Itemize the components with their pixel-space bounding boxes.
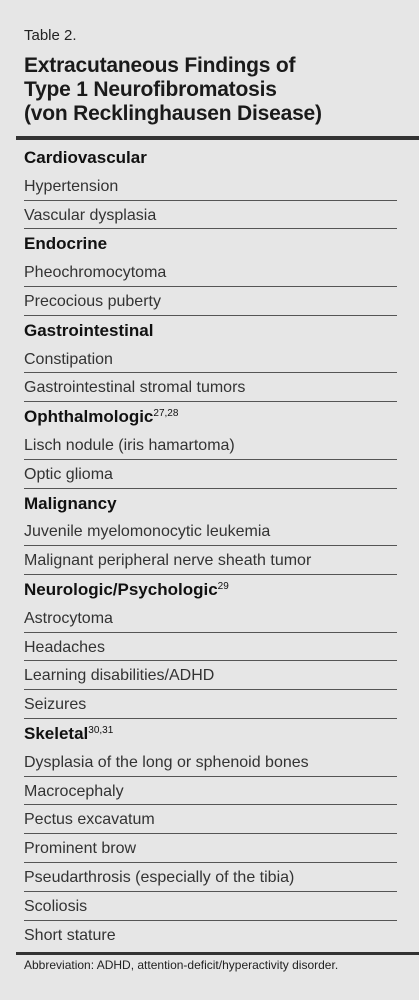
category-heading: Endocrine <box>24 234 108 254</box>
list-item: Scoliosis <box>24 892 397 921</box>
list-item: Pectus excavatum <box>24 805 397 834</box>
list-item: Prominent brow <box>24 834 397 863</box>
list-item: Malignant peripheral nerve sheath tumor <box>24 546 397 575</box>
list-item: Learning disabilities/ADHD <box>24 661 397 690</box>
list-item: Hypertension <box>24 172 397 201</box>
category-heading: Gastrointestinal <box>24 320 154 340</box>
list-item: Pseudarthrosis (especially of the tibia) <box>24 863 397 892</box>
list-item: Dysplasia of the long or sphenoid bones <box>24 748 397 777</box>
citation: 29 <box>217 580 229 592</box>
table-number: Table 2. <box>24 27 77 44</box>
table-footnote: Abbreviation: ADHD, attention-deficit/hyperactivity disorder. <box>24 958 339 972</box>
category-heading: Malignancy <box>24 493 117 513</box>
top-rule <box>16 136 419 140</box>
list-item: Short stature <box>24 926 116 944</box>
title-line-2: Type 1 Neurofibromatosis <box>24 78 277 101</box>
category-heading: Skeletal$^{30,31}$ <box>24 723 114 743</box>
list-item: Seizures <box>24 690 397 719</box>
table-title <box>24 54 404 126</box>
list-item: Gastrointestinal stromal tumors <box>24 373 397 402</box>
category-heading: Neurologic/Psychologic$^{29}$ <box>24 579 229 599</box>
findings-list <box>24 143 397 949</box>
citation: 27,28 <box>153 408 179 420</box>
list-item: Precocious puberty <box>24 287 397 316</box>
list-item: Vascular dysplasia <box>24 201 397 230</box>
title-line-3: (von Recklinghausen Disease) <box>24 102 322 125</box>
title-line-1: Extracutaneous Findings of <box>24 54 296 77</box>
category-heading: Cardiovascular <box>24 148 147 167</box>
citation: 30,31 <box>88 724 114 736</box>
list-item: Lisch nodule (iris hamartoma) <box>24 431 397 460</box>
list-item: Pheochromocytoma <box>24 258 397 287</box>
list-item: Headaches <box>24 633 397 662</box>
list-item: Constipation <box>24 345 397 374</box>
category-heading: Ophthalmologic$^{27,28}$ <box>24 407 179 427</box>
list-item: Macrocephaly <box>24 777 397 806</box>
bottom-rule <box>16 952 419 955</box>
list-item: Optic glioma <box>24 460 397 489</box>
list-item: Juvenile myelomonocytic leukemia <box>24 517 397 546</box>
list-item: Astrocytoma <box>24 604 397 633</box>
